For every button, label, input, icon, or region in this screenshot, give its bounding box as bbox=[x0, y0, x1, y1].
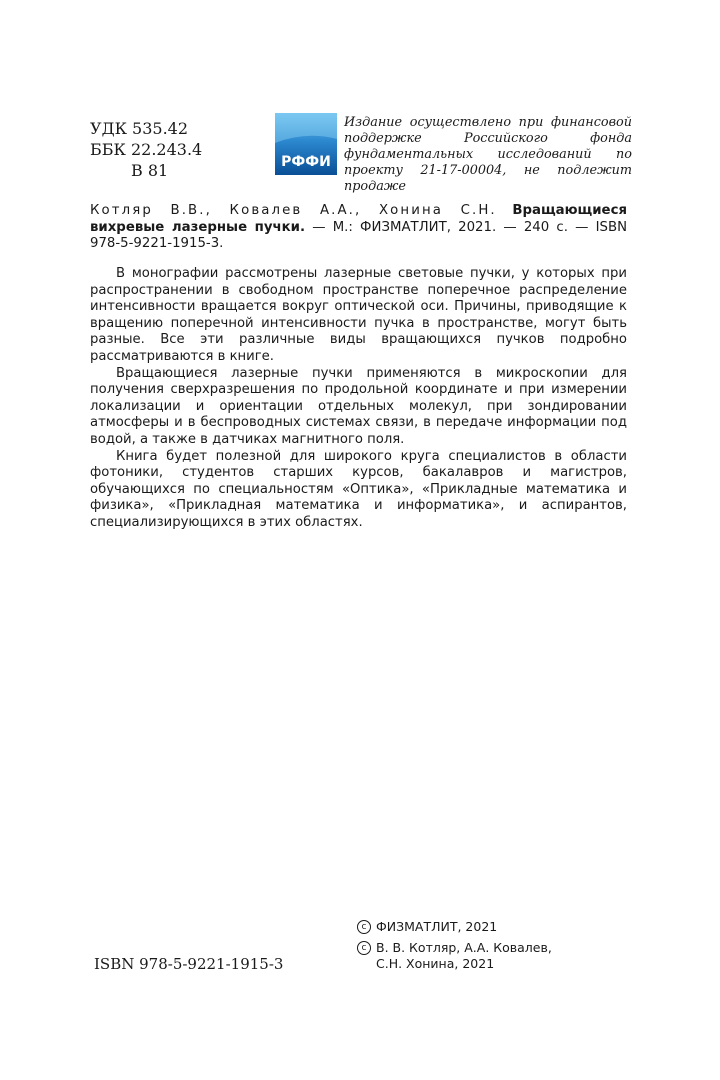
copyright-icon: c bbox=[357, 920, 371, 934]
bib-title: Вращающиеся вихревые лазерные пучки. bbox=[90, 203, 627, 235]
logo-text: РФФИ bbox=[281, 154, 331, 170]
copyright-publisher bbox=[357, 919, 552, 935]
bbk-code: ББК 22.243.4 bbox=[90, 140, 203, 159]
abstract-paragraph: Книга будет полезной для широкого круга специалистов в области фотоники, студентов старших курсов, бакалавров и магистров, обучающихся по специальностям «Оптика», «Прикладные математика и физика», «Прикладная математика и информатика», и аспирантов, специализирующихся в этих областях. bbox=[90, 448, 627, 530]
classification-codes bbox=[90, 118, 202, 181]
rffi-logo-graphic bbox=[275, 113, 337, 175]
udc-code: УДК 535.42 bbox=[90, 119, 189, 138]
abstract bbox=[90, 266, 627, 532]
rffi-logo bbox=[275, 113, 337, 175]
copyright-publisher-text: ФИЗМАТЛИТ, 2021 bbox=[376, 919, 498, 934]
funding-note: Издание осуществлено при финансовой поддержке Российского фонда фундаментальных исследований по проекту 21-17-00004, не подлежит продаже bbox=[344, 115, 632, 194]
copyright-authors bbox=[357, 940, 552, 972]
abstract-paragraph: Вращающиеся лазерные пучки применяются в микроскопии для получения сверхразрешения по продольной координате и при измерении локализации и ориентации отдельных молекул, при зондировании атмосферы и в беспроводных системах связи, в передаче информации под водой, а также в датчиках магнитного поля. bbox=[90, 365, 627, 447]
copyright-authors-line1: В. В. Котляр, А.А. Ковалев, bbox=[376, 940, 552, 955]
author-mark: В 81 bbox=[131, 161, 169, 180]
copyright-authors-line2: С.Н. Хонина, 2021 bbox=[376, 956, 495, 971]
isbn: ISBN 978-5-9221-1915-3 bbox=[94, 955, 284, 973]
bib-imprint: — М.: ФИЗМАТЛИТ, 2021. — 240 с. — ISBN 978-5-9221-1915-3. bbox=[90, 219, 628, 252]
copyright-icon: c bbox=[357, 941, 371, 955]
copyright-block bbox=[357, 919, 552, 977]
abstract-paragraph: В монографии рассмотрены лазерные световые пучки, у которых при распространении в свободном пространстве поперечное распределение интенсивности вращается вокруг оптической оси. Причины, приводящие к вращению поперечной интенсивности пучка в пространстве, могут быть разные. Все эти различные виды вращающихся пучков подробно рассматриваются в книге. bbox=[90, 266, 627, 364]
bibliographic-record bbox=[90, 203, 627, 253]
bib-authors: Котляр В.В., Ковалев А.А., Хонина С.Н. bbox=[90, 203, 497, 218]
